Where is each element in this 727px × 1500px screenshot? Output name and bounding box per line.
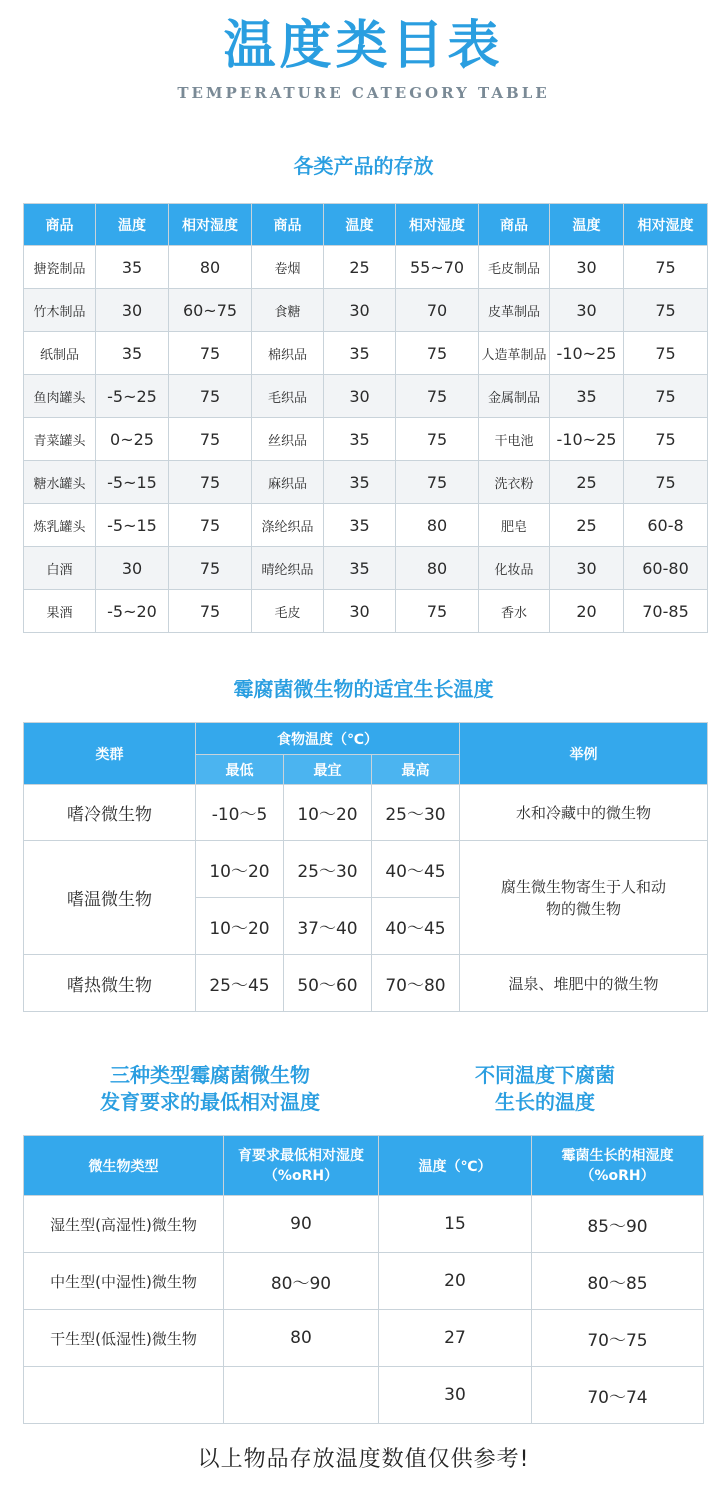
table-cell: 25～45	[196, 955, 284, 1012]
table-cell: 80	[169, 246, 252, 289]
header-text: 育要求最低相对湿度（%oRH）	[238, 1147, 364, 1184]
table-cell: 鱼肉罐头	[24, 375, 96, 418]
header-cell: 温度	[550, 204, 624, 246]
table-cell: 卷烟	[252, 246, 324, 289]
table-cell: 75	[624, 375, 708, 418]
table-cell: 75	[396, 375, 479, 418]
header-cell: 相对湿度	[169, 204, 252, 246]
table-row	[24, 246, 708, 289]
table-cell: 嗜温微生物	[24, 841, 196, 955]
humidity-section-title-right	[420, 1062, 670, 1116]
table-cell: -5~25	[96, 375, 169, 418]
table-cell: 80～85	[532, 1253, 704, 1310]
table-cell: 香水	[479, 590, 550, 633]
humidity-section-title-left	[40, 1062, 380, 1116]
table-cell: -5~15	[96, 504, 169, 547]
table-cell: 75	[624, 246, 708, 289]
table-cell: 30	[550, 246, 624, 289]
table-cell: 30	[324, 590, 396, 633]
table-cell: 75	[396, 332, 479, 375]
table-cell: 20	[550, 590, 624, 633]
table-cell: 75	[624, 289, 708, 332]
table-cell: 湿生型(高湿性)微生物	[24, 1196, 224, 1253]
storage-header-row	[24, 204, 708, 246]
mold-header-row	[24, 723, 708, 755]
table-cell: 35	[96, 332, 169, 375]
table-row	[24, 841, 708, 898]
table-cell: 75	[169, 547, 252, 590]
table-row	[24, 418, 708, 461]
table-cell: 温泉、堆肥中的微生物	[460, 955, 708, 1012]
table-cell: 10～20	[284, 785, 372, 841]
table-cell: 食糖	[252, 289, 324, 332]
table-cell: 人造革制品	[479, 332, 550, 375]
table-cell: 晴纶织品	[252, 547, 324, 590]
table-cell: 75	[169, 418, 252, 461]
mold-section-title: 霉腐菌微生物的适宜生长温度	[233, 677, 494, 701]
header-cell: 微生物类型	[24, 1136, 224, 1196]
table-row	[24, 785, 708, 841]
table-cell: 75	[624, 418, 708, 461]
table-cell: 25～30	[284, 841, 372, 898]
table-cell	[224, 1367, 379, 1424]
table-cell: 果酒	[24, 590, 96, 633]
table-cell: 白酒	[24, 547, 96, 590]
header-cell: 相对湿度	[624, 204, 708, 246]
table-cell: 75	[169, 375, 252, 418]
table-cell: 70-85	[624, 590, 708, 633]
table-cell: -5~15	[96, 461, 169, 504]
table-cell: 10～20	[196, 841, 284, 898]
humidity-header-row	[24, 1136, 704, 1196]
title-line: 发育要求的最低相对温度	[100, 1090, 320, 1114]
table-cell: 70	[396, 289, 479, 332]
table-cell: 青菜罐头	[24, 418, 96, 461]
table-cell: 35	[324, 332, 396, 375]
header-cell: 商品	[24, 204, 96, 246]
table-row	[24, 1253, 704, 1310]
table-cell: 25	[550, 461, 624, 504]
table-row	[24, 461, 708, 504]
table-cell: 中生型(中湿性)微生物	[24, 1253, 224, 1310]
table-cell: 40～45	[372, 841, 460, 898]
title-line: 生长的温度	[495, 1090, 595, 1114]
table-cell: -5~20	[96, 590, 169, 633]
table-cell: 30	[550, 289, 624, 332]
table-cell: 干电池	[479, 418, 550, 461]
example-text: 腐生微生物寄生于人和动物的微生物	[500, 877, 666, 918]
table-cell: 嗜热微生物	[24, 955, 196, 1012]
table-cell: 40～45	[372, 898, 460, 955]
table-cell: -10～5	[196, 785, 284, 841]
table-cell: 麻织品	[252, 461, 324, 504]
page-title: 温度类目表	[223, 16, 504, 76]
table-cell: -10~25	[550, 418, 624, 461]
table-cell: 60~75	[169, 289, 252, 332]
table-cell: 25	[550, 504, 624, 547]
header-cell: 相对湿度	[396, 204, 479, 246]
table-cell: 35	[324, 547, 396, 590]
table-cell: 80	[396, 547, 479, 590]
table-row	[24, 504, 708, 547]
header-cell: 最高	[372, 755, 460, 785]
header-cell: 最宜	[284, 755, 372, 785]
table-cell: 80	[396, 504, 479, 547]
table-cell: 肥皂	[479, 504, 550, 547]
table-cell: 化妆品	[479, 547, 550, 590]
table-cell: 50～60	[284, 955, 372, 1012]
mold-temperature-table	[23, 722, 708, 1012]
table-cell: 30	[96, 547, 169, 590]
table-cell: 75	[624, 332, 708, 375]
table-row	[24, 547, 708, 590]
table-cell: 75	[169, 590, 252, 633]
table-row	[24, 1310, 704, 1367]
table-cell: 嗜冷微生物	[24, 785, 196, 841]
table-cell: 85～90	[532, 1196, 704, 1253]
table-cell: 糖水罐头	[24, 461, 96, 504]
header-cell	[224, 1136, 379, 1196]
table-cell: 30	[324, 289, 396, 332]
header-cell: 最低	[196, 755, 284, 785]
header-cell: 温度	[96, 204, 169, 246]
table-cell: 15	[379, 1196, 532, 1253]
header-cell: 商品	[479, 204, 550, 246]
table-cell: 37～40	[284, 898, 372, 955]
table-row	[24, 289, 708, 332]
table-row	[24, 1367, 704, 1424]
table-cell: 75	[169, 461, 252, 504]
table-cell: 水和冷藏中的微生物	[460, 785, 708, 841]
table-cell: 75	[624, 461, 708, 504]
table-row	[24, 1196, 704, 1253]
table-cell: 35	[550, 375, 624, 418]
table-cell: 纸制品	[24, 332, 96, 375]
table-cell: 毛织品	[252, 375, 324, 418]
table-cell: 20	[379, 1253, 532, 1310]
table-cell: 竹木制品	[24, 289, 96, 332]
table-cell: 25	[324, 246, 396, 289]
table-cell: 干生型(低湿性)微生物	[24, 1310, 224, 1367]
footer-note: 以上物品存放温度数值仅供参考!	[197, 1447, 530, 1472]
table-cell: 60-8	[624, 504, 708, 547]
table-cell: 搪瓷制品	[24, 246, 96, 289]
table-cell: 75	[396, 590, 479, 633]
table-cell: 27	[379, 1310, 532, 1367]
table-cell: 75	[169, 332, 252, 375]
table-row	[24, 375, 708, 418]
table-row	[24, 332, 708, 375]
table-cell: 毛皮	[252, 590, 324, 633]
table-cell: 0~25	[96, 418, 169, 461]
header-cell: 类群	[24, 723, 196, 785]
table-cell: 35	[96, 246, 169, 289]
table-cell: 皮革制品	[479, 289, 550, 332]
table-cell: 30	[96, 289, 169, 332]
header-cell: 温度（℃）	[379, 1136, 532, 1196]
header-text: 霉菌生长的相湿度（%oRH）	[561, 1147, 674, 1184]
table-cell: 75	[396, 461, 479, 504]
table-cell	[460, 841, 708, 955]
table-cell: 涤纶织品	[252, 504, 324, 547]
table-cell: 洗衣粉	[479, 461, 550, 504]
table-cell: 棉织品	[252, 332, 324, 375]
header-cell: 商品	[252, 204, 324, 246]
table-cell: 毛皮制品	[479, 246, 550, 289]
page-subtitle: TEMPERATURE CATEGORY TABLE	[177, 84, 550, 102]
table-cell: 35	[324, 504, 396, 547]
table-cell: 70～80	[372, 955, 460, 1012]
table-cell: 10～20	[196, 898, 284, 955]
header-cell: 举例	[460, 723, 708, 785]
table-cell: 60-80	[624, 547, 708, 590]
table-cell: -10~25	[550, 332, 624, 375]
table-cell: 30	[550, 547, 624, 590]
table-cell: 30	[324, 375, 396, 418]
table-row	[24, 590, 708, 633]
header-cell: 温度	[324, 204, 396, 246]
title-line: 不同温度下腐菌	[475, 1063, 615, 1087]
table-row	[24, 955, 708, 1012]
table-cell: 35	[324, 461, 396, 504]
table-cell: 70～75	[532, 1310, 704, 1367]
table-cell: 炼乳罐头	[24, 504, 96, 547]
table-cell: 55~70	[396, 246, 479, 289]
table-cell	[24, 1367, 224, 1424]
storage-table	[23, 203, 708, 633]
storage-section-title: 各类产品的存放	[293, 154, 434, 178]
table-cell: 30	[379, 1367, 532, 1424]
table-cell: 90	[224, 1196, 379, 1253]
humidity-table	[23, 1135, 704, 1424]
header-cell	[532, 1136, 704, 1196]
table-cell: 75	[396, 418, 479, 461]
table-cell: 70～74	[532, 1367, 704, 1424]
header-cell: 食物温度（℃）	[196, 723, 460, 755]
table-cell: 金属制品	[479, 375, 550, 418]
table-cell: 80	[224, 1310, 379, 1367]
title-line: 三种类型霉腐菌微生物	[110, 1063, 310, 1087]
table-cell: 35	[324, 418, 396, 461]
table-cell: 80～90	[224, 1253, 379, 1310]
table-cell: 75	[169, 504, 252, 547]
table-cell: 25～30	[372, 785, 460, 841]
table-cell: 丝织品	[252, 418, 324, 461]
